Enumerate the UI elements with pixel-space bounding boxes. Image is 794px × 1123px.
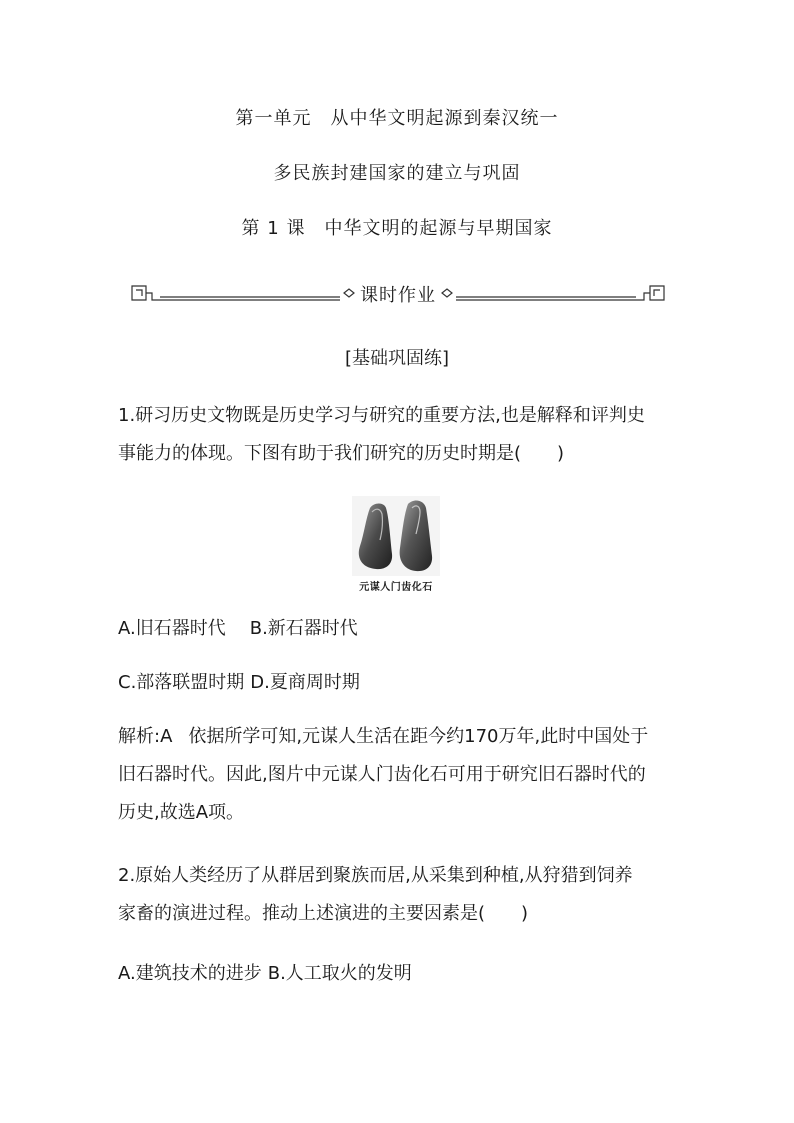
question-1-analysis: [118, 718, 684, 832]
question-2-line-2: 家畜的演进过程。推动上述演进的主要因素是( ): [118, 903, 529, 924]
analysis-line-1: 依据所学可知,元谋人生活在距今约170万年,此时中国处于: [188, 726, 649, 747]
unit-subtitle: 多民族封建国家的建立与巩固: [273, 163, 521, 184]
q2-option-a: A.建筑技术的进步: [118, 963, 262, 984]
question-1-line-1: 1.研习历史文物既是历史学习与研究的重要方法,也是解释和评判史: [118, 405, 645, 426]
option-b: B.新石器时代: [249, 618, 358, 639]
option-c: C.部落联盟时期: [118, 672, 245, 693]
tooth-fossil-icon: [352, 496, 440, 576]
fossil-image: [352, 496, 440, 590]
question-1-options-cd: [118, 664, 684, 702]
option-a: A.旧石器时代: [118, 618, 226, 639]
option-d: D.夏商周时期: [250, 672, 360, 693]
question-2-line-1: 2.原始人类经历了从群居到聚族而居,从采集到种植,从狩猎到饲养: [118, 865, 633, 886]
section-title: [基础巩固练]: [344, 348, 450, 369]
unit-title: 第一单元 从中华文明起源到秦汉统一: [235, 108, 559, 129]
homework-banner: [130, 280, 666, 306]
analysis-line-3: 历史,故选A项。: [118, 802, 245, 823]
image-caption: 元谋人门齿化石: [359, 582, 433, 593]
analysis-label: 解析:A: [118, 726, 173, 747]
question-1: [118, 397, 684, 473]
question-2-options-ab: [118, 955, 684, 993]
banner-label: 课时作业: [356, 285, 440, 306]
question-1-options-ab: [118, 610, 684, 648]
question-2: [118, 857, 684, 933]
analysis-line-2: 旧石器时代。因此,图片中元谋人门齿化石可用于研究旧石器时代的: [118, 764, 646, 785]
question-1-line-2: 事能力的体现。下图有助于我们研究的历史时期是( ): [118, 443, 565, 464]
q2-option-b: B.人工取火的发明: [267, 963, 412, 984]
lesson-title: 第 1 课 中华文明的起源与早期国家: [241, 218, 553, 239]
